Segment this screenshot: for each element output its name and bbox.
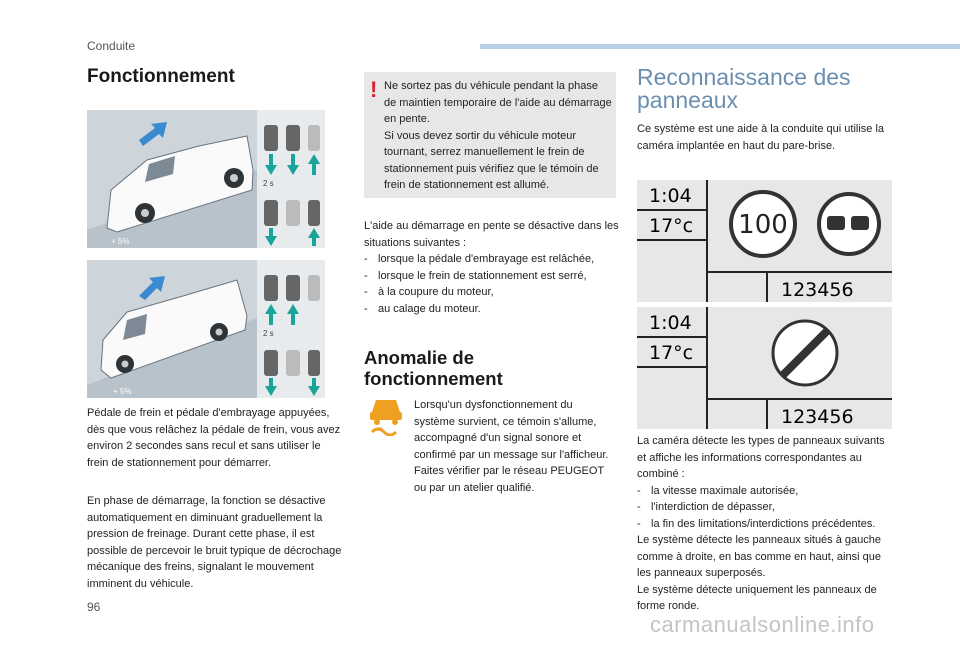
fonctionnement-paragraph-1: Pédale de frein et pédale d'embrayage appuyées, dès que vous relâchez la pédale de frein, vous avez environ 2 secondes sans recul et sans utiliser le frein de stationnement pour démarrer. xyxy=(87,407,341,469)
list-item: - lorsque la pédale d'embrayage est relâchée, xyxy=(364,251,626,268)
clock-readout: 1:04 xyxy=(649,312,692,334)
slope-label: + 5% xyxy=(111,237,130,246)
reconnaissance-intro: Ce système est une aide à la conduite qui utilise la caméra implantée en haut du pare-brise. xyxy=(637,123,885,152)
odometer-readout: 123456 xyxy=(781,406,854,428)
slope-label: + 5% xyxy=(113,387,132,396)
deactivation-list xyxy=(364,251,626,317)
warning-line: Ne sortez pas du véhicule pendant la phase de maintien temporaire de l'aide au démarrage en pente. xyxy=(384,80,612,125)
fonctionnement-heading: Fonctionnement xyxy=(87,66,235,87)
temperature-readout: 17°c xyxy=(649,215,694,237)
warning-icon: ! xyxy=(370,77,378,102)
deactivation-block xyxy=(364,218,626,317)
detection-outro-2: Le système détecte uniquement les panneaux de forme ronde. xyxy=(637,583,877,612)
speed-limit-value: 100 xyxy=(738,210,788,240)
no-overtaking-sign xyxy=(819,194,879,254)
anomalie-text: Lorsqu'un dysfonctionnement du système survient, ce témoin s'allume, accompagné d'un signal sonore et confirmé par un message sur l'afficheur. Faites vérifier par le réseau PEUGEOT ou par un atelier qualifié. xyxy=(414,399,609,494)
hill-start-illustration-1 xyxy=(87,110,325,248)
section-label: Conduite xyxy=(87,39,136,53)
header-bar xyxy=(480,44,960,49)
detection-intro: La caméra détecte les types de panneaux suivants et affiche les informations correspondantes au combiné : xyxy=(637,435,885,480)
odometer-readout: 123456 xyxy=(781,279,854,301)
hill-start-warning-icon xyxy=(368,396,404,436)
reconnaissance-heading: Reconnaissance des panneaux xyxy=(637,64,851,113)
list-item: - la fin des limitations/interdictions précédentes. xyxy=(637,516,893,533)
end-of-restrictions-sign xyxy=(773,321,837,385)
time-label: 2 s xyxy=(263,179,274,188)
deactivation-intro: L'aide au démarrage en pente se désactive dans les situations suivantes : xyxy=(364,220,619,249)
page-number: 96 xyxy=(87,600,101,614)
hill-start-illustration-2 xyxy=(87,260,325,398)
instrument-display-speed-limit xyxy=(637,180,892,302)
warning-line: Si vous devez sortir du véhicule moteur tournant, serrez manuellement le frein de stationnement puis vérifiez que le témoin de frein de stationnement est allumé. xyxy=(384,129,599,191)
detection-list xyxy=(637,483,893,533)
temperature-readout: 17°c xyxy=(649,342,694,364)
list-item: - à la coupure du moteur, xyxy=(364,284,626,301)
detection-outro-1: Le système détecte les panneaux situés à gauche comme à droite, en bas comme en haut, ainsi que les panneaux superposés. xyxy=(637,534,881,579)
clock-readout: 1:04 xyxy=(649,185,692,207)
instrument-display-end-of-restrictions xyxy=(637,307,892,429)
time-label: 2 s xyxy=(263,329,274,338)
detection-block xyxy=(637,433,893,615)
list-item: - la vitesse maximale autorisée, xyxy=(637,483,893,500)
list-item: - au calage du moteur. xyxy=(364,301,626,318)
list-item: - l'interdiction de dépasser, xyxy=(637,499,893,516)
warning-text xyxy=(384,78,612,194)
watermark: carmanualsonline.info xyxy=(650,612,875,637)
list-item: - lorsque le frein de stationnement est serré, xyxy=(364,268,626,285)
anomalie-heading: Anomalie de fonctionnement xyxy=(364,347,503,389)
fonctionnement-paragraph-2: En phase de démarrage, la fonction se désactive automatiquement en diminuant graduellement la pression de freinage. Durant cette phase, il est possible de percevoir le bruit typique de décrochage mécanique des freins, signalant le mouvement imminent du véhicule. xyxy=(87,495,342,590)
